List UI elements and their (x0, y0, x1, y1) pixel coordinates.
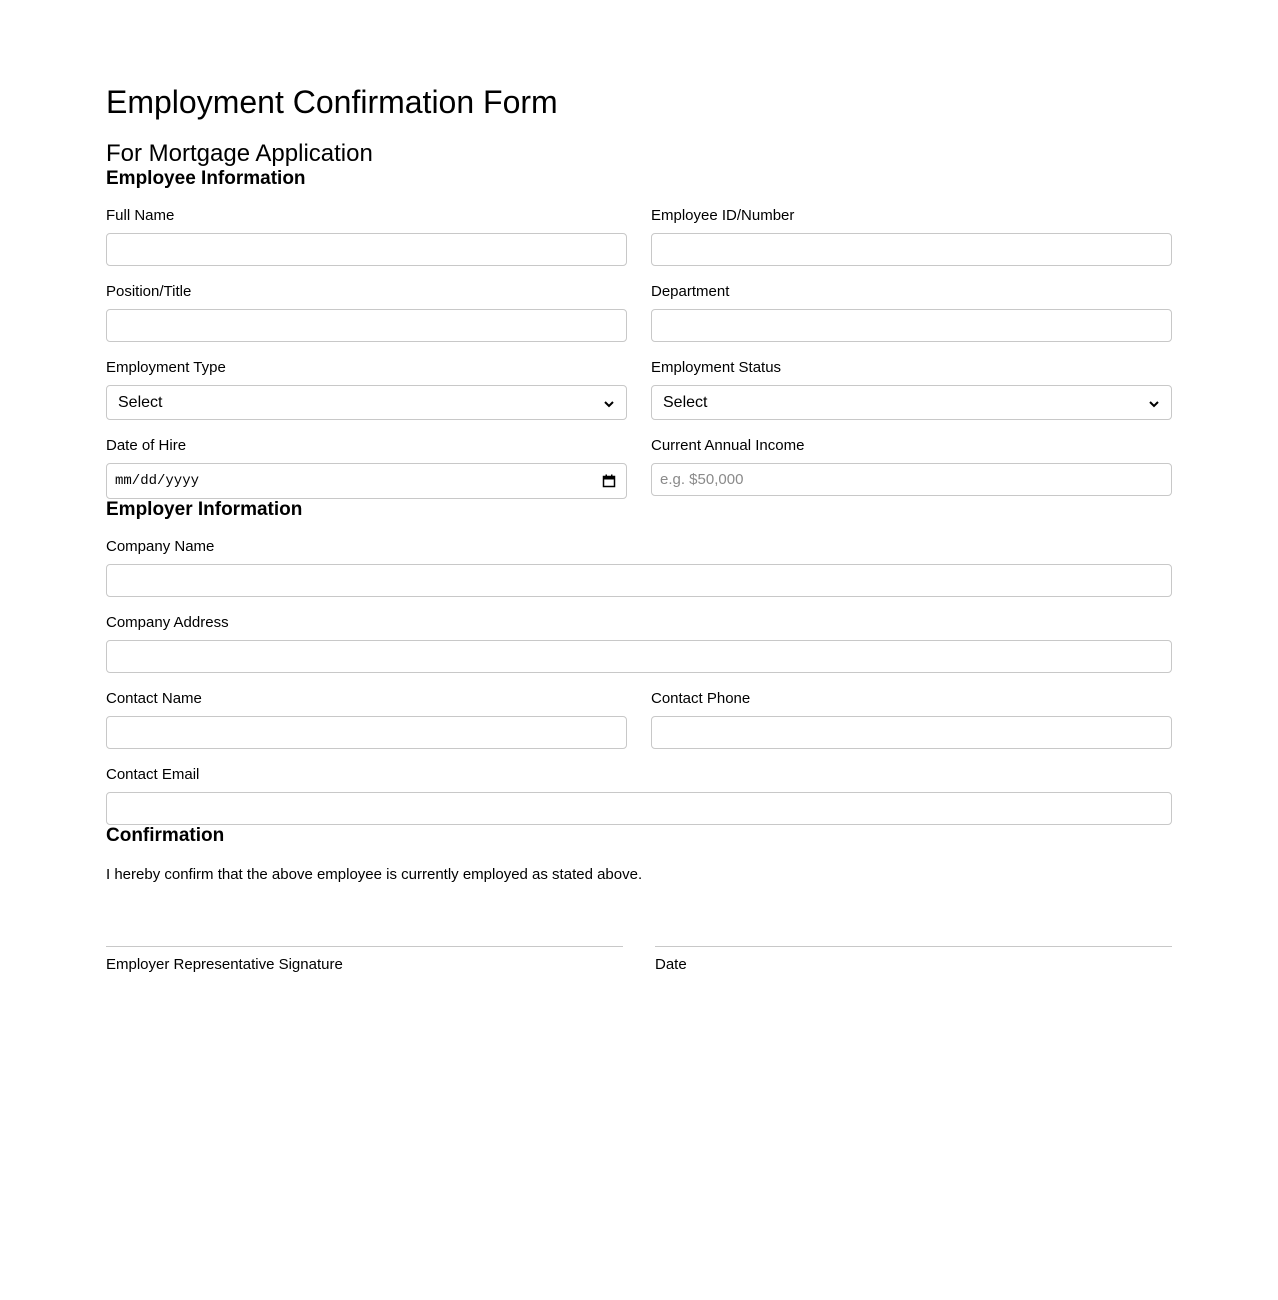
department-label: Department (651, 283, 730, 300)
confirmation-statement: I hereby confirm that the above employee is currently employed as stated above. (106, 866, 643, 883)
department-field (651, 283, 1172, 342)
employee-fields-grid (106, 190, 1172, 499)
date-block (655, 946, 1172, 973)
date-line (655, 946, 1172, 947)
signature-label: Employer Representative Signature (106, 956, 343, 973)
signature-row (106, 946, 1172, 973)
employment-status-label: Employment Status (651, 359, 782, 376)
department-input[interactable] (651, 309, 1172, 342)
contact-phone-field (651, 690, 1172, 749)
employment-type-selected-value: Select (118, 393, 163, 411)
chevron-down-icon (1148, 397, 1160, 409)
company-address-input[interactable] (106, 640, 1172, 673)
contact-email-input[interactable] (106, 792, 1172, 825)
date-of-hire-placeholder: mm/dd/yyyy (115, 473, 200, 489)
employee-section-heading: Employee Information (106, 168, 306, 189)
annual-income-field (651, 437, 1172, 499)
employment-type-select[interactable] (106, 385, 627, 420)
employee-id-label: Employee ID/Number (651, 207, 795, 224)
position-field (106, 283, 627, 342)
full-name-input[interactable] (106, 233, 627, 266)
employment-status-field (651, 359, 1172, 420)
signature-line (106, 946, 623, 947)
annual-income-label: Current Annual Income (651, 437, 805, 454)
contact-email-label: Contact Email (106, 766, 200, 783)
signature-block (106, 946, 623, 973)
company-address-field (106, 614, 1172, 673)
full-name-label: Full Name (106, 207, 175, 224)
date-of-hire-input[interactable] (106, 463, 627, 499)
confirmation-section-heading: Confirmation (106, 825, 225, 846)
date-label: Date (655, 956, 687, 973)
full-name-field (106, 207, 627, 266)
employer-fields-grid (106, 521, 1172, 825)
date-of-hire-field (106, 437, 627, 499)
page-subtitle: For Mortgage Application (106, 140, 373, 167)
company-name-input[interactable] (106, 564, 1172, 597)
calendar-icon[interactable] (602, 474, 616, 488)
company-name-label: Company Name (106, 538, 215, 555)
page-title: Employment Confirmation Form (106, 84, 558, 120)
company-name-field (106, 538, 1172, 597)
contact-email-field (106, 766, 1172, 825)
employment-type-field (106, 359, 627, 420)
employment-status-selected-value: Select (663, 393, 708, 411)
chevron-down-icon (603, 397, 615, 409)
contact-phone-input[interactable] (651, 716, 1172, 749)
date-of-hire-label: Date of Hire (106, 437, 187, 454)
employee-id-input[interactable] (651, 233, 1172, 266)
contact-phone-label: Contact Phone (651, 690, 751, 707)
company-address-label: Company Address (106, 614, 229, 631)
contact-name-field (106, 690, 627, 749)
position-label: Position/Title (106, 283, 192, 300)
annual-income-input[interactable]: e.g. $50,000 (651, 463, 1172, 496)
contact-name-input[interactable] (106, 716, 627, 749)
employment-confirmation-form (106, 0, 1172, 973)
employee-id-field (651, 207, 1172, 266)
employment-type-label: Employment Type (106, 359, 226, 376)
contact-name-label: Contact Name (106, 690, 202, 707)
employment-status-select[interactable] (651, 385, 1172, 420)
employer-section-heading: Employer Information (106, 499, 303, 520)
position-input[interactable] (106, 309, 627, 342)
